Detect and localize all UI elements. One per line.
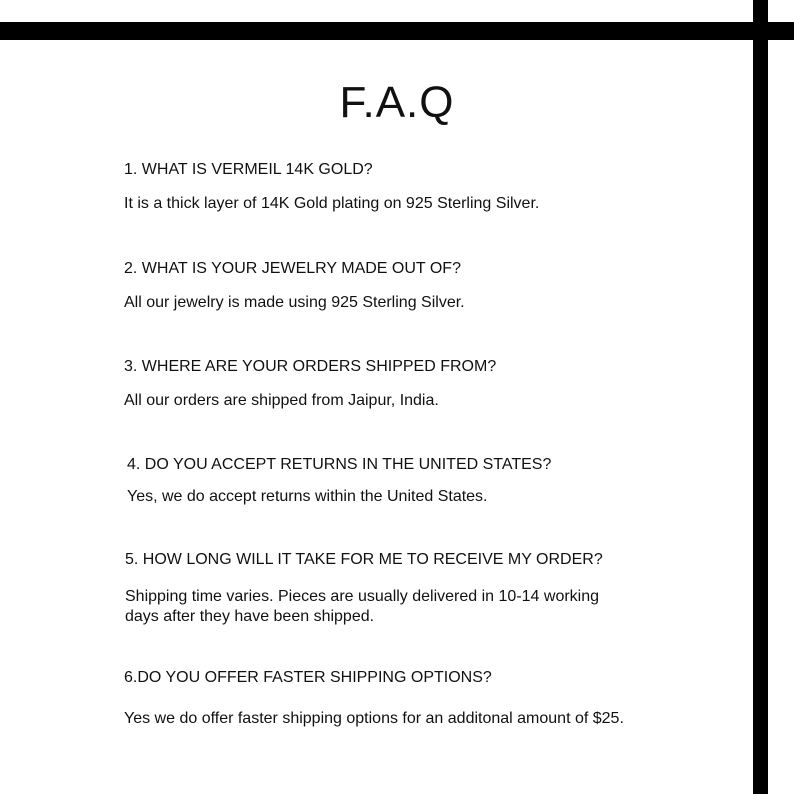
faq-item-6 xyxy=(124,668,684,729)
faq-item-1 xyxy=(124,160,684,214)
faq-answer-line-1: Shipping time varies. Pieces are usually delivered in 10-14 working xyxy=(125,588,600,605)
faq-item-5 xyxy=(125,550,685,627)
faq-answer: All our orders are shipped from Jaipur, India. xyxy=(124,392,439,409)
faq-answer: It is a thick layer of 14K Gold plating on 925 Sterling Silver. xyxy=(124,195,540,212)
faq-answer: Yes, we do accept returns within the United States. xyxy=(127,488,488,505)
faq-question: 1. WHAT IS VERMEIL 14K GOLD? xyxy=(124,161,373,178)
faq-answer: Yes we do offer faster shipping options for an additonal amount of $25. xyxy=(124,710,624,727)
faq-question: 5. HOW LONG WILL IT TAKE FOR ME TO RECEIVE MY ORDER? xyxy=(125,551,603,568)
faq-answer-line-2: days after they have been shipped. xyxy=(125,608,375,625)
faq-question: 4. DO YOU ACCEPT RETURNS IN THE UNITED STATES? xyxy=(127,456,552,473)
faq-answer: All our jewelry is made using 925 Sterling Silver. xyxy=(124,294,465,311)
page-title: F.A.Q xyxy=(339,78,455,127)
faq-question: 2. WHAT IS YOUR JEWELRY MADE OUT OF? xyxy=(124,260,461,277)
faq-question: 6.DO YOU OFFER FASTER SHIPPING OPTIONS? xyxy=(124,669,492,686)
faq-question: 3. WHERE ARE YOUR ORDERS SHIPPED FROM? xyxy=(124,358,497,375)
faq-item-3 xyxy=(124,357,684,411)
faq-item-2 xyxy=(124,259,684,313)
top-border-bar xyxy=(0,22,794,40)
faq-item-4 xyxy=(127,455,687,507)
